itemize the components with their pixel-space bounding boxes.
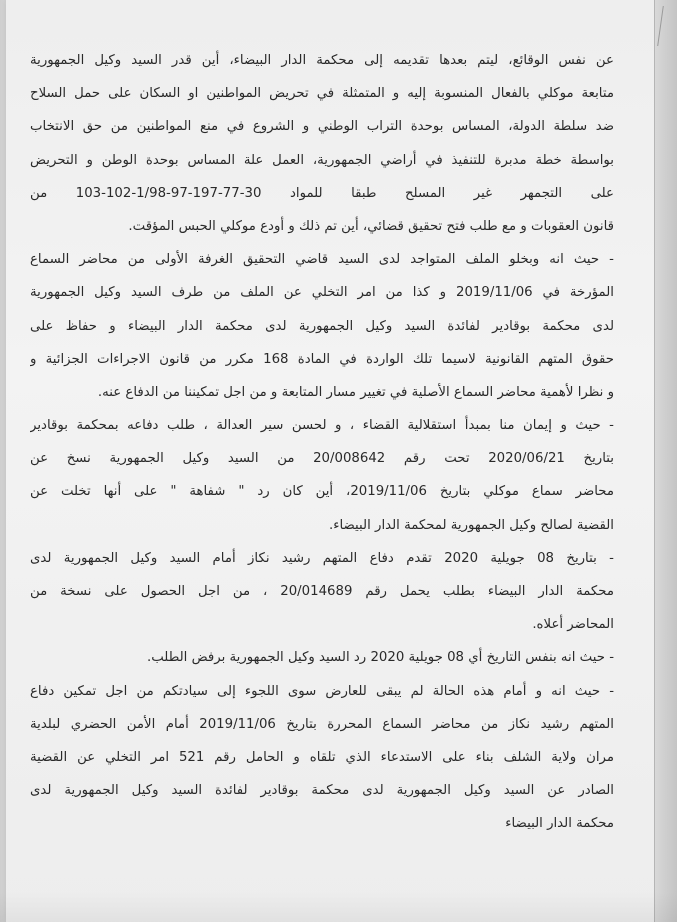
text-line: بواسطة خطة مدبرة للتنفيذ في أراضي الجمهورية، العمل علة المساس بوحدة الوطن و التحريض: [30, 152, 614, 168]
text-line: مران ولاية الشلف بناء على الاستدعاء الذي تلقاه و الحامل رقم 521 امر التخلي عن القضية: [30, 749, 614, 765]
text-line: الصادر عن السيد وكيل الجمهورية لدى محكمة بوقادير لفائدة السيد وكيل الجمهورية لدى: [30, 783, 614, 799]
bottom-shadow: [0, 892, 677, 922]
text-line: حقوق المتهم القانونية لاسيما تلك الواردة في المادة 168 مكرر من قانون الاجراءات الجزائية و: [30, 351, 614, 367]
text-line: - حيث انه و أمام هذه الحالة لم يبقى للعارض سوى اللجوء إلى سيادتكم من اجل تمكين دفاع: [30, 683, 614, 699]
page-edge: [654, 0, 677, 922]
text-line: - حيث و إيمان منا بمبدأ استقلالية القضاء ، و لحسن سير العدالة ، طلب دفاعه بمحكمة بوقادير: [30, 418, 614, 434]
text-line: محكمة الدار البيضاء: [505, 816, 614, 832]
text-line: محاضر سماع موكلي بتاريخ 2019/11/06، أين كان رد " شفاهة " على أنها تخلت عن: [30, 484, 614, 500]
text-line: عن نفس الوقائع، ليتم بعدها تقديمه إلى محكمة الدار البيضاء، أين قدر السيد وكيل الجمهورية: [30, 53, 614, 68]
text-line: محكمة الدار البيضاء بطلب يحمل رقم 20/014689 ، من اجل الحصول على نسخة من: [30, 584, 614, 599]
document-body: [30, 44, 614, 841]
text-line: ضد سلطة الدولة، المساس بوحدة التراب الوطني و الشروع في منع المواطنين من حق الانتخاب: [30, 119, 614, 135]
text-line: - بتاريخ 08 جويلية 2020 تقدم دفاع المتهم رشيد نكاز أمام السيد وكيل الجمهورية لدى: [30, 550, 614, 566]
page-fold: [657, 6, 676, 46]
text-line: بتاريخ 2020/06/21 تحت رقم 20/008642 من السيد وكيل الجمهورية نسخ عن: [30, 451, 614, 467]
text-line: المتهم رشيد نكاز من محاضر السماع المحررة بتاريخ 2019/11/06 أمام الأمن الحضري لبلدية: [30, 716, 614, 732]
text-line: المحاضر أعلاه.: [532, 617, 614, 633]
text-line: متابعة موكلي بالفعال المنسوبة إليه و المتمثلة في تحريض المواطنين او السكان على حمل السلاح: [30, 86, 614, 102]
paper-page: [6, 0, 654, 922]
text-line: القضية لصالح وكيل الجمهورية لمحكمة الدار البيضاء.: [328, 517, 614, 533]
text-line: و نظرا لأهمية محاضر السماع الأصلية في تغيير مسار المتابعة و من اجل تمكيننا من الدفاع عنه.: [97, 384, 614, 400]
text-line: على التجمهر غير المسلح طبقا للمواد 30-77-197-97-1/98-102-103 من: [30, 185, 614, 201]
text-line: المؤرخة في 2019/11/06 و كذا من امر التخلي عن الملف من طرف السيد وكيل الجمهورية: [30, 285, 614, 301]
text-line: لدى محكمة بوقادير لفائدة السيد وكيل الجمهورية لدى محكمة الدار البيضاء و حفاظ على: [30, 318, 614, 334]
text-line: - حيث انه وبخلو الملف المتواجد لدى السيد قاضي التحقيق الغرفة الأولى من محاضر السماع: [30, 252, 614, 268]
text-line: - حيث انه بنفس التاريخ أي 08 جويلية 2020 رد السيد وكيل الجمهورية برفض الطلب.: [147, 650, 614, 666]
text-line: قانون العقوبات و مع طلب فتح تحقيق قضائي، أين تم ذلك و أودع موكلي الحبس المؤقت.: [128, 218, 614, 234]
